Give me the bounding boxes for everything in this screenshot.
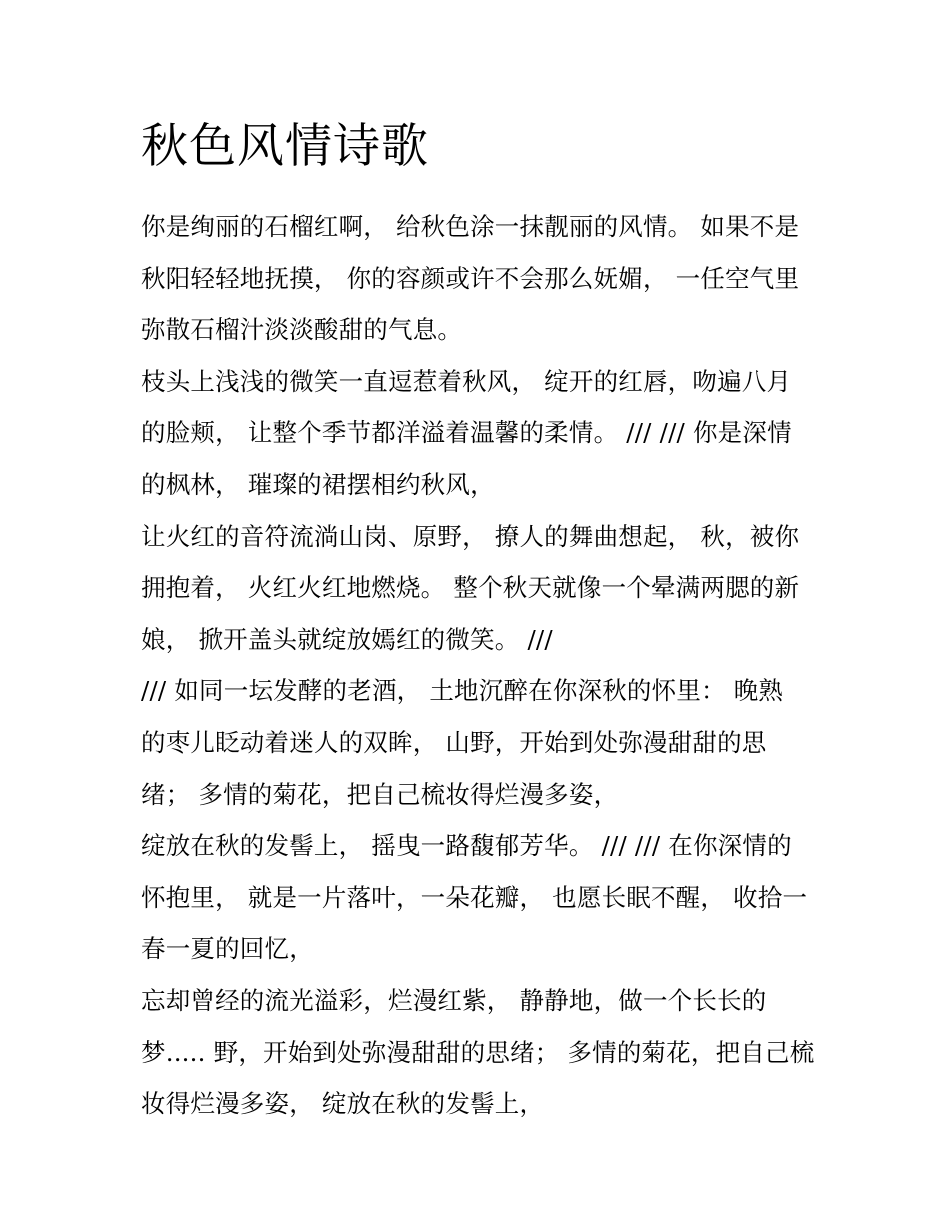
text-line: 怀抱里， 就是一片落叶，一朵花瓣， 也愿长眠不醒， 收拾一 — [141, 882, 808, 912]
text-line: 枝头上浅浅的微笑一直逗惹着秋风， 绽开的红唇，吻遍八月 — [141, 366, 792, 396]
text-line: 的脸颊， 让整个季节都洋溢着温馨的柔情。 /// /// 你是深情 — [141, 418, 792, 448]
text-line: 秋阳轻轻地抚摸， 你的容颜或许不会那么妩媚， 一任空气里 — [141, 263, 800, 293]
text-line: 梦..... 野，开始到处弥漫甜甜的思绪； 多情的菊花，把自己梳 — [141, 1037, 815, 1067]
text-line: 忘却曾经的流光溢彩，烂漫红紫， 静静地，做一个长长的 — [141, 985, 767, 1015]
text-line: 弥散石榴汁淡淡酸甜的气息。 — [141, 315, 463, 345]
text-line: 绪； 多情的菊花，把自己梳妆得烂漫多姿， — [141, 779, 619, 809]
text-line: 春一夏的回忆， — [141, 934, 314, 964]
text-line: 绽放在秋的发髻上， 摇曳一路馥郁芳华。 /// /// 在你深情的 — [141, 831, 792, 861]
text-line: 的枫林， 璀璨的裙摆相约秋风， — [141, 469, 495, 499]
text-line: 的枣儿眨动着迷人的双眸， 山野，开始到处弥漫甜甜的思 — [141, 727, 767, 757]
text-line: 娘， 掀开盖头就绽放嫣红的微笑。 /// — [141, 624, 553, 654]
document-content — [141, 117, 821, 1130]
text-line: 让火红的音符流淌山岗、原野， 撩人的舞曲想起， 秋，被你 — [141, 521, 800, 551]
text-line: 妆得烂漫多姿， 绽放在秋的发髻上， — [141, 1089, 545, 1119]
text-line: 你是绚丽的石榴红啊， 给秋色涂一抹靓丽的风情。 如果不是 — [141, 212, 800, 241]
poem-body — [141, 201, 821, 1130]
page-title: 秋色风情诗歌 — [141, 119, 429, 174]
text-line: /// 如同一坛发酵的老酒， 土地沉醉在你深秋的怀里： 晚熟 — [141, 676, 784, 706]
text-line: 拥抱着， 火红火红地燃烧。 整个秋天就像一个晕满两腮的新 — [141, 573, 800, 603]
